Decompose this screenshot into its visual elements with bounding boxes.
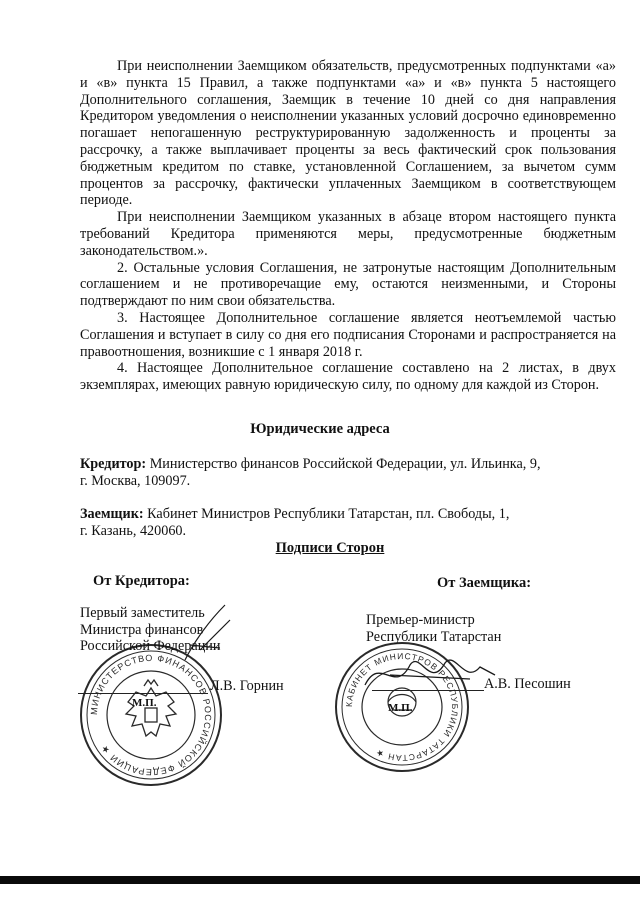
svg-text:КАБИНЕТ МИНИСТРОВ РЕСПУБЛИКИ Т: КАБИНЕТ МИНИСТРОВ РЕСПУБЛИКИ ТАТАРСТАН ★ [343,650,461,764]
paragraph-item-4: 4. Настоящее Дополнительное соглашение составлено на 2 листах, в двух экземплярах, имеющих равную юридическую силу, по одному для каждой из Сторон. [80,360,616,394]
creditor-signature [180,600,240,670]
creditor-position-line2: Министра финансов [80,621,204,638]
borrower-address-line2: г. Казань, 420060. [80,523,187,539]
borrower-address [80,506,600,540]
creditor-position-line1: Первый заместитель [80,605,205,621]
scan-edge-bar [0,876,640,884]
creditor-address-line2: г. Москва, 109097. [80,473,191,489]
borrower-label: Заемщик: [80,506,144,522]
paragraph-item-2: 2. Остальные условия Соглашения, не затронутые настоящим Дополнительным соглашением и не противоречащие ему, остаются неизменными, и Стороны подтверждают по ним свои обязательства. [80,259,616,310]
agreement-body [80,58,616,394]
signatures-title: Подписи Сторон [275,540,385,556]
paragraph-item-3: 3. Настоящее Дополнительное соглашение является неотъемлемой частью Соглашения и вступает в силу со дня его подписания Сторонами и распространяется на правоотношения, возникшие с 1 января 2018 г. [80,309,616,360]
addresses-title: Юридические адреса [250,421,390,437]
paragraph-obligations: При неисполнении Заемщиком обязательств, предусмотренных подпунктами «а» и «в» пункта 15 Правил, а также подпунктами «а» и «в» пункта 5 настоящего Дополнительного соглашения, Заемщик в течение 10 дней со дня направления Кредитором уведомления о неисполнении указанных условий досрочно единовременно погашает непогашенную реструктурированную задолженность и проценты за рассрочку, а также выплачивает проценты за весь фактический срок пользования бюджетным кредитом по ставке, установленной Соглашением, за вычетом сумм процентов за рассрочку, фактически уплаченных Заемщиком в соответствующем периоде. [80,58,616,209]
borrower-signature [360,645,500,705]
borrower-signature-line [372,690,484,691]
creditor-heading: От Кредитора: [93,573,190,589]
borrower-position-line2: Республики Татарстан [366,628,502,645]
creditor-name: Л.В. Горнин [210,678,284,694]
borrower-position [366,612,501,645]
creditor-address-line1: Министерство финансов Российской Федерации, ул. Ильинка, 9, [149,456,541,472]
creditor-position-line3: Российской Федерации [80,638,221,654]
borrower-address-line1: Кабинет Министров Республики Татарстан, пл. Свободы, 1, [147,506,510,522]
borrower-stamp-label: М.П. [388,702,413,714]
borrower-name: А.В. Песошин [484,676,571,692]
creditor-label: Кредитор: [80,456,147,472]
borrower-heading: От Заемщика: [437,575,532,591]
creditor-stamp-label: М.П. [132,697,157,709]
creditor-address [80,456,600,490]
borrower-position-line1: Премьер-министр [366,612,475,628]
creditor-signature-line [78,693,208,694]
paragraph-measures: При неисполнении Заемщиком указанных в абзаце втором настоящего пункта требований Кредитора применяются меры, предусмотренные бюджетным законодательством.». [80,209,616,259]
svg-text:МИНИСТЕРСТВО ФИНАНСОВ РОССИЙСК: МИНИСТЕРСТВО ФИНАНСОВ РОССИЙСКОЙ ФЕДЕРАЦИИ ★ [88,652,214,778]
